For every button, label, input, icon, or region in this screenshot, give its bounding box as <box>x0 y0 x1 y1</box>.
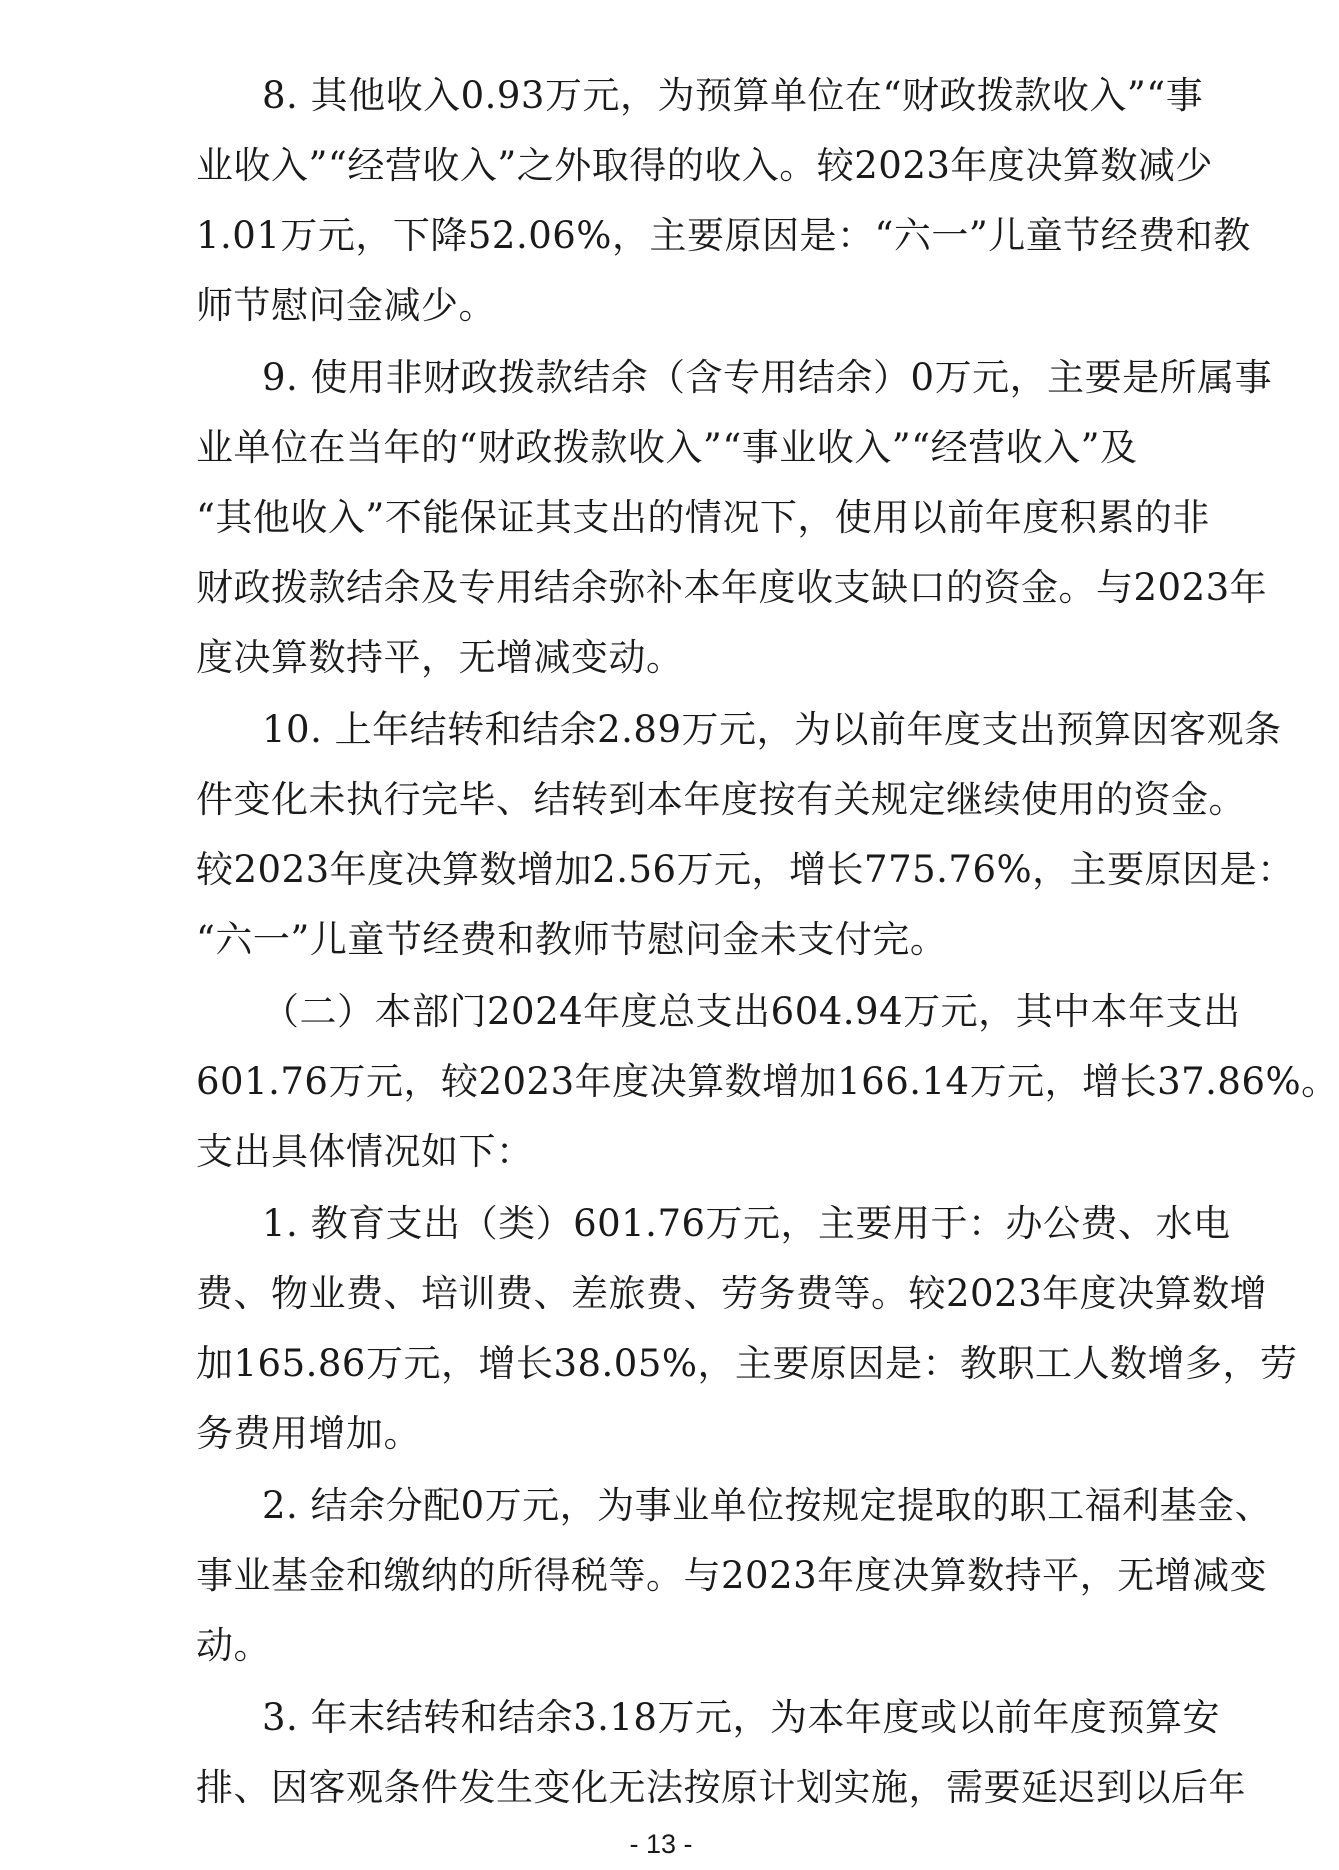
item-1-line-1: 1. 教育支出（类）601.76万元，主要用于：办公费、水电 <box>262 1202 1231 1245</box>
paragraph-9-line-3: “其他收入”不能保证其支出的情况下，使用以前年度积累的非 <box>196 496 1210 539</box>
paragraph-8-line-4: 师节慰问金减少。 <box>196 284 496 327</box>
paragraph-9-line-4: 财政拨款结余及专用结余弥补本年度收支缺口的资金。与2023年 <box>196 566 1268 609</box>
paragraph-9-line-2: 业单位在当年的“财政拨款收入”“事业收入”“经营收入”及 <box>196 426 1138 469</box>
paragraph-9-line-5: 度决算数持平，无增减变动。 <box>196 636 684 679</box>
paragraph-10-line-3: 较2023年度决算数增加2.56万元，增长775.76%，主要原因是： <box>196 848 1295 891</box>
section-2-line-3: 支出具体情况如下： <box>196 1130 534 1173</box>
page-number: - 13 - <box>629 1829 693 1859</box>
item-2-line-3: 动。 <box>196 1624 271 1667</box>
section-2-line-1: （二）本部门2024年度总支出604.94万元，其中本年支出 <box>262 990 1241 1033</box>
item-1-line-2: 费、物业费、培训费、差旅费、劳务费等。较2023年度决算数增 <box>196 1272 1268 1315</box>
item-2-line-1: 2. 结余分配0万元，为事业单位按规定提取的职工福利基金、 <box>262 1484 1273 1527</box>
item-3-line-2: 排、因客观条件发生变化无法按原计划实施，需要延迟到以后年 <box>196 1766 1246 1809</box>
paragraph-10-line-2: 件变化未执行完毕、结转到本年度按有关规定继续使用的资金。 <box>196 778 1246 821</box>
paragraph-8-line-3: 1.01万元，下降52.06%，主要原因是：“六一”儿童节经费和教 <box>196 214 1251 257</box>
item-3-line-1: 3. 年末结转和结余3.18万元，为本年度或以前年度预算安 <box>262 1696 1220 1739</box>
paragraph-8-line-2: 业收入”“经营收入”之外取得的收入。较2023年度决算数减少 <box>196 144 1213 187</box>
item-2-line-2: 事业基金和缴纳的所得税等。与2023年度决算数持平，无增减变 <box>196 1554 1268 1597</box>
section-2-line-2: 601.76万元，较2023年度决算数增加166.14万元，增长37.86%。 <box>196 1060 1339 1103</box>
paragraph-8-line-1: 8. 其他收入0.93万元，为预算单位在“财政拨款收入”“事 <box>262 74 1204 117</box>
paragraph-10-line-4: “六一”儿童节经费和教师节慰问金未支付完。 <box>196 918 948 961</box>
item-1-line-4: 务费用增加。 <box>196 1412 421 1455</box>
paragraph-9-line-1: 9. 使用非财政拨款结余（含专用结余）0万元，主要是所属事 <box>262 356 1273 399</box>
paragraph-10-line-1: 10. 上年结转和结余2.89万元，为以前年度支出预算因客观条 <box>262 708 1282 751</box>
item-1-line-3: 加165.86万元，增长38.05%，主要原因是：教职工人数增多，劳 <box>196 1342 1298 1385</box>
